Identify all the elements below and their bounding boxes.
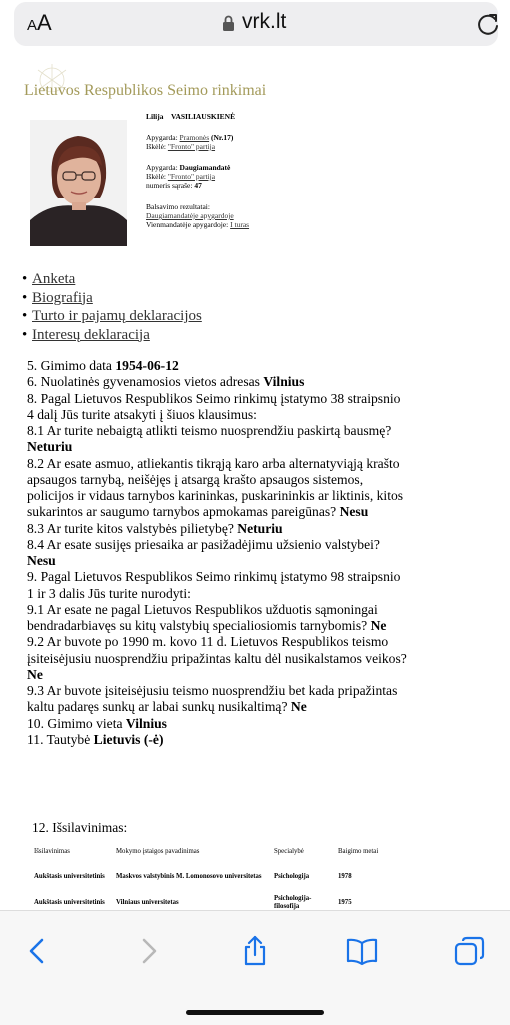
lock-icon <box>222 15 235 31</box>
text-size-button[interactable]: AA <box>27 10 52 35</box>
qa-item-8: 8. Pagal Lietuvos Respublikos Seimo rinkimų įstatymo 38 straipsnio 4 dalį Jūs turite atsakyti į šiuos klausimus: <box>27 390 401 422</box>
qa-item-5: 5. Gimimo data 1954-06-12 <box>27 358 179 373</box>
nav-item-interesu: • Interesų deklaracija <box>22 326 150 343</box>
apygarda2-row: Apygarda: Daugiamandatė <box>146 163 231 172</box>
table-row <box>32 864 382 890</box>
party-link[interactable]: "Fronto" partija <box>167 142 216 151</box>
qa-item-10: 10. Gimimo vieta Vilnius <box>27 715 167 731</box>
single-member-row: Vienmandatėje apygardoje: I turas <box>146 220 250 229</box>
qa-item-9-2: 9.2 Ar buvote po 1990 m. kovo 11 d. Lietuvos Respublikos teismo įsiteisėjusiu nuosprendžiu pripažintas kaltu dėl nusikalstamos veikos? Ne <box>27 634 407 682</box>
browser-bottom-toolbar <box>0 910 510 1025</box>
book-icon[interactable] <box>346 935 378 967</box>
table-cell: Aukštasis universitetinis <box>34 873 105 880</box>
apygarda-link[interactable]: Pramonės <box>179 133 210 142</box>
table-cell: Aukštasis universitetinis <box>34 899 105 906</box>
nav-link-anketa[interactable]: Anketa <box>32 271 76 287</box>
nav-item-turto: • Turto ir pajamų deklaracijos <box>22 308 202 324</box>
qa-item-8-3: 8.3 Ar turite kitos valstybės pilietybę? Neturiu <box>27 520 283 536</box>
table-cell: 1978 <box>338 873 352 880</box>
qa-item-9-1: 9.1 Ar esate ne pagal Lietuvos Respublikos užduotis sąmoningai bendradarbiavęs su kitų valstybių specialiosiomis tarnybomis? Ne <box>27 601 387 633</box>
table-cell: Maskvos valstybinis M. Lomonosovo universitetas <box>116 873 262 880</box>
qa-item-8-1: 8.1 Ar turite nebaigtą atlikti teismo nuosprendžiu paskirtą bausmę? Neturiu <box>27 423 392 455</box>
home-indicator <box>186 1010 324 1015</box>
reload-icon[interactable] <box>475 11 501 37</box>
table-header: Mokymo įstaigos pavadinimas <box>116 848 200 855</box>
table-cell: 1975 <box>338 899 352 906</box>
table-header: Baigimo metai <box>338 848 379 855</box>
education-title: 12. Išsilavinimas: <box>32 820 128 835</box>
nav-item-biografija: • Biografija <box>22 289 93 306</box>
tabs-icon[interactable] <box>454 935 486 967</box>
candidate-nav <box>22 270 202 344</box>
table-header: Specialybė <box>274 848 304 855</box>
url-text[interactable]: vrk.lt <box>242 10 287 33</box>
party2-link[interactable]: "Fronto" partija <box>167 172 216 181</box>
qa-item-11: 11. Tautybė Lietuvis (-ė) <box>27 731 164 747</box>
candidate-photo <box>30 120 127 246</box>
table-header-row <box>32 840 382 864</box>
nav-link-turto[interactable]: Turto ir pajamų deklaracijos <box>32 308 202 324</box>
nav-link-biografija[interactable]: Biografija <box>32 289 93 306</box>
web-page <box>0 58 510 910</box>
chevron-right-icon[interactable] <box>132 935 164 967</box>
table-cell: Psichologija-filosofija <box>274 895 312 910</box>
education-table <box>32 840 382 910</box>
multi-member-results-link[interactable]: Daugiamandatėje apygardoje <box>146 211 234 220</box>
table-header: Išsilavinimas <box>34 848 70 855</box>
table-cell: Vilniaus universitetas <box>116 899 179 906</box>
qa-item-9-3: 9.3 Ar buvote įsiteisėjusiu teismo nuosprendžiu bet kada pripažintas kaltu padaręs sunkų ar labai sunkų nusikaltimą? Ne <box>27 683 398 715</box>
address-bar[interactable] <box>14 2 498 46</box>
candidate-name: Lilija VASILIAUSKIENĖ <box>146 112 236 121</box>
list-number-row: numeris sąraše: 47 <box>146 181 202 190</box>
results-label: Balsavimo rezultatai: <box>146 202 210 211</box>
qa-item-9: 9. Pagal Lietuvos Respublikos Seimo rinkimų įstatymo 98 straipsnio 1 ir 3 dalis Jūs turite nurodyti: <box>27 569 401 601</box>
table-cell: Psichologija <box>274 873 310 880</box>
party-row: Iškėlė: "Fronto" partija <box>146 142 216 151</box>
qa-item-8-4: 8.4 Ar esate susijęs priesaika ar pasižadėjimu užsienio valstybei? Nesu <box>27 536 380 568</box>
nav-item-anketa: • Anketa <box>22 271 76 287</box>
browser-top-bar <box>0 0 510 58</box>
qa-item-6: 6. Nuolatinės gyvenamosios vietos adresas Vilnius <box>27 374 305 390</box>
first-round-link[interactable]: I turas <box>230 220 250 229</box>
questionnaire <box>27 358 407 748</box>
share-icon[interactable] <box>239 935 271 967</box>
party2-row: Iškėlė: "Fronto" partija <box>146 172 216 181</box>
nav-link-interesu[interactable]: Interesų deklaracija <box>32 326 150 343</box>
chevron-left-icon[interactable] <box>22 935 54 967</box>
site-title: Lietuvos Respublikos Seimo rinkimai <box>24 82 267 99</box>
candidate-info <box>146 112 249 229</box>
qa-item-8-2: 8.2 Ar esate asmuo, atliekantis tikrąją karo arba alternatyviąją krašto apsaugos tarnybą, neišėjęs į atsargą krašto apsaugos sistemos, policijos ir vidaus tarnybos karininkas, puskarininkis ar liktinis, kitos sukarintos ar saugumo tarnybos apmokamas pareigūnas? Nesu <box>27 455 404 520</box>
apygarda-row: Apygarda: Pramonės (Nr.17) <box>146 133 234 142</box>
table-row <box>32 890 382 910</box>
